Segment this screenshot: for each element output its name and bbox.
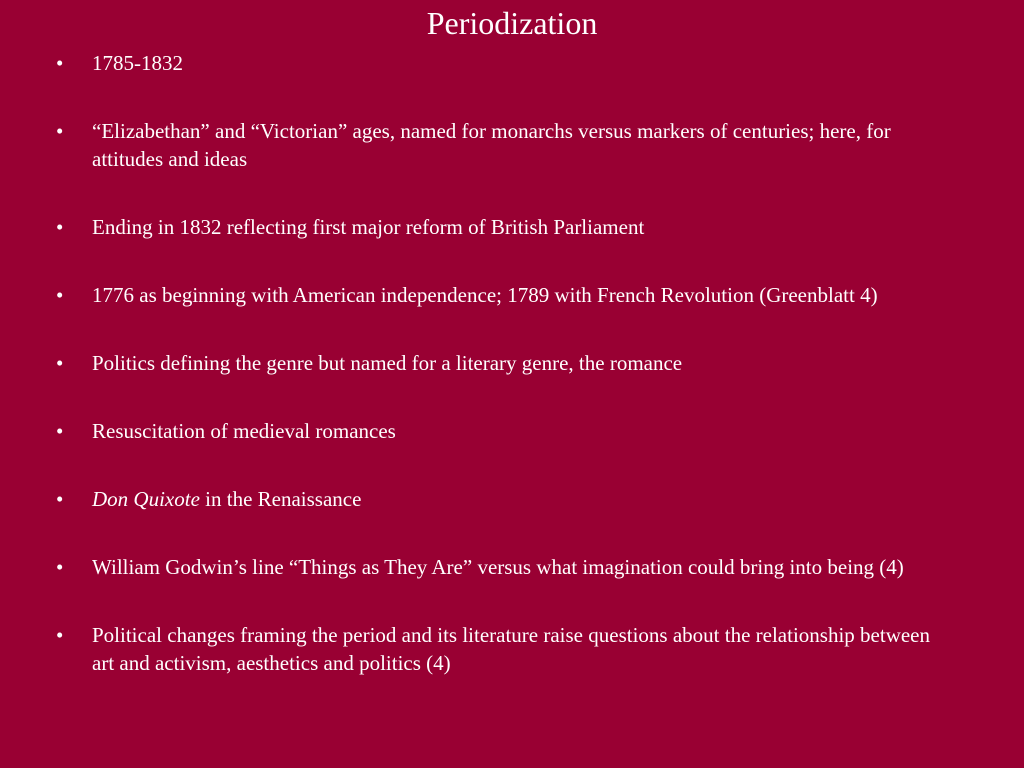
bullet-item bbox=[56, 417, 956, 445]
bullet-item bbox=[56, 553, 956, 581]
bullet-marker: • bbox=[56, 119, 64, 143]
bullet-item bbox=[56, 485, 956, 513]
bullet-text: “Elizabethan” and “Victorian” ages, named for monarchs versus markers of centuries; here, for attitudes and ideas bbox=[92, 119, 891, 171]
slide-title: Periodization bbox=[426, 5, 598, 41]
bullet-marker: • bbox=[56, 623, 64, 647]
bullet-text: Politics defining the genre but named for a literary genre, the romance bbox=[92, 351, 683, 375]
bullet-text: 1785-1832 bbox=[92, 51, 183, 75]
bullet-text: 1776 as beginning with American independence; 1789 with French Revolution (Greenblatt 4) bbox=[92, 283, 878, 307]
bullet-marker: • bbox=[56, 51, 64, 75]
bullet-marker: • bbox=[56, 351, 64, 375]
bullet-item bbox=[56, 281, 956, 309]
bullet-text: Resuscitation of medieval romances bbox=[92, 419, 396, 443]
bullet-item bbox=[56, 49, 956, 77]
bullet-item bbox=[56, 621, 956, 677]
bullet-item bbox=[56, 117, 956, 173]
bullet-item bbox=[56, 349, 956, 377]
bullet-text: in the Renaissance bbox=[199, 487, 362, 511]
bullet-list bbox=[56, 49, 956, 717]
bullet-text: Ending in 1832 reflecting first major reform of British Parliament bbox=[92, 215, 645, 239]
bullet-text-italic: Don Quixote bbox=[92, 487, 200, 511]
bullet-marker: • bbox=[56, 283, 64, 307]
bullet-marker: • bbox=[56, 555, 64, 579]
bullet-item bbox=[56, 213, 956, 241]
bullet-marker: • bbox=[56, 419, 64, 443]
bullet-marker: • bbox=[56, 487, 64, 511]
bullet-text: William Godwin’s line “Things as They Are” versus what imagination could bring into being (4) bbox=[92, 555, 904, 579]
bullet-text: Political changes framing the period and its literature raise questions about the relationship between art and activism, aesthetics and politics (4) bbox=[92, 623, 931, 675]
bullet-marker: • bbox=[56, 215, 64, 239]
